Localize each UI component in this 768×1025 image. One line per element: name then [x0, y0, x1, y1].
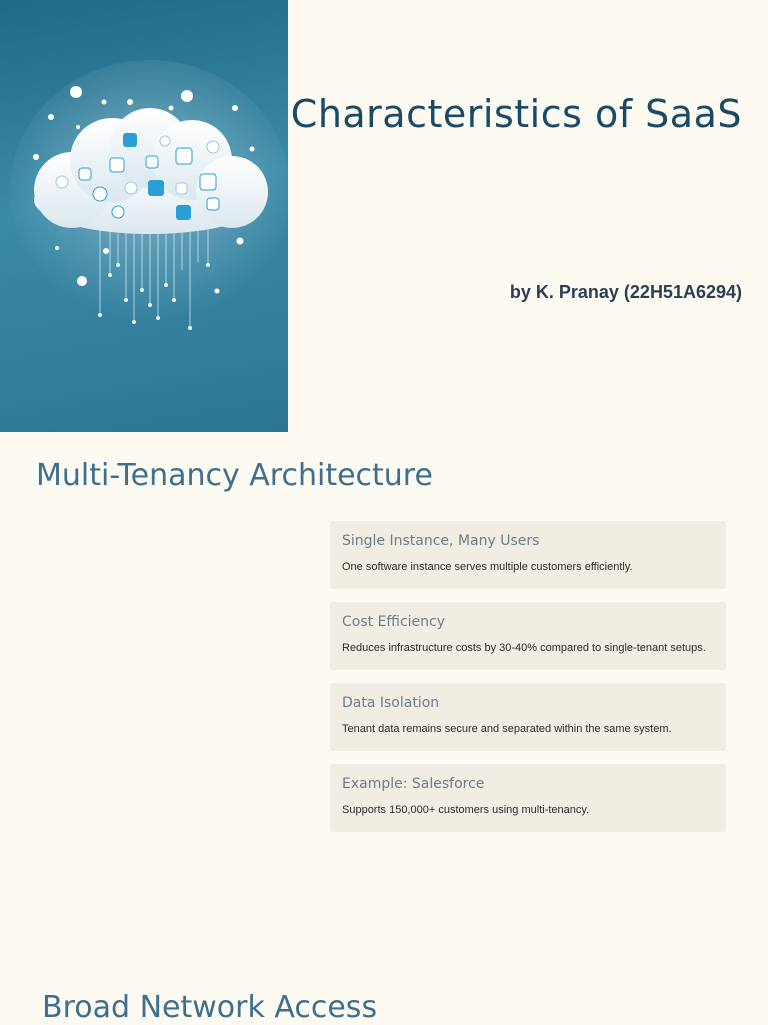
feature-card-title: Example: Salesforce — [342, 776, 485, 792]
section-heading-broad-network-access: Broad Network Access — [42, 990, 378, 1025]
feature-card-title: Single Instance, Many Users — [342, 533, 540, 549]
page-title: Characteristics of SaaS — [290, 92, 742, 136]
hero-cloud-image — [0, 0, 288, 432]
author-byline: by K. Pranay (22H51A6294) — [509, 282, 742, 302]
feature-card — [330, 683, 726, 751]
feature-card-description: Tenant data remains secure and separated within the same system. — [342, 723, 672, 735]
feature-card — [330, 764, 726, 832]
section-heading-multi-tenancy: Multi-Tenancy Architecture — [36, 458, 433, 493]
feature-card-title: Data Isolation — [342, 695, 440, 711]
feature-card-description: Reduces infrastructure costs by 30-40% compared to single-tenant setups. — [342, 642, 706, 654]
feature-card-description: One software instance serves multiple customers efficiently. — [342, 561, 633, 573]
feature-card — [330, 602, 726, 670]
feature-card — [330, 521, 726, 589]
cloud-computing-icon — [0, 0, 288, 432]
feature-card-list — [330, 521, 726, 845]
feature-card-description: Supports 150,000+ customers using multi-tenancy. — [342, 804, 590, 816]
feature-card-title: Cost Efficiency — [342, 614, 446, 630]
